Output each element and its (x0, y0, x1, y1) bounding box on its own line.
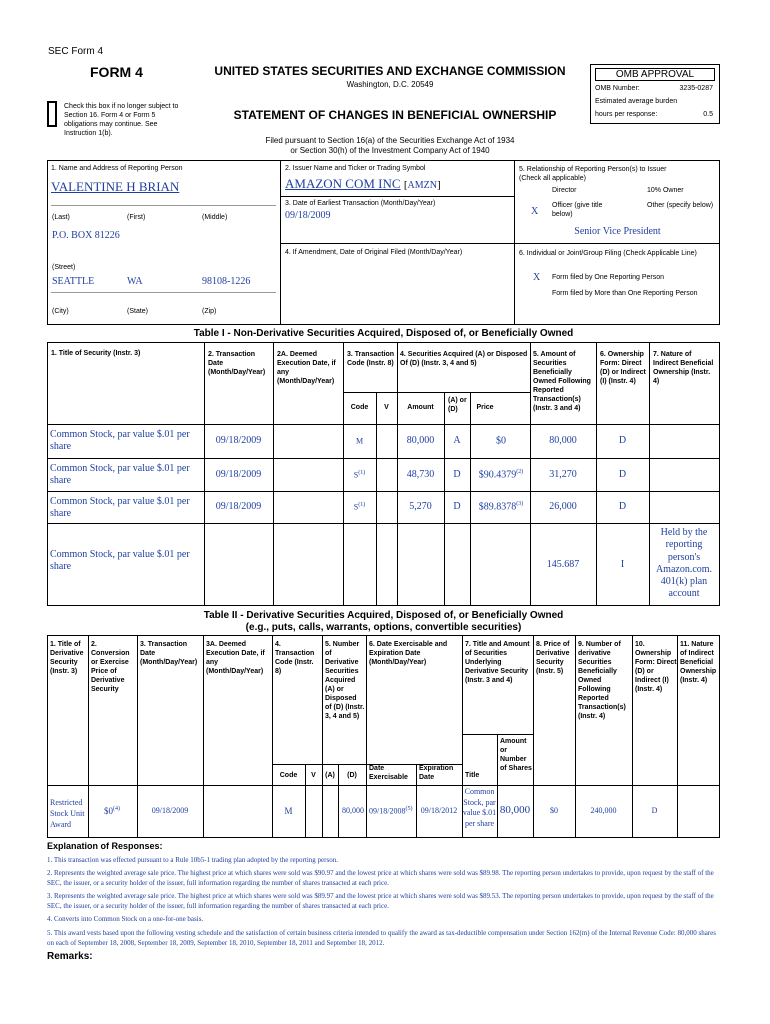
t1-h2a: 2A. Deemed Execution Date, if any (Month/Day/Year) (277, 351, 336, 385)
t2-h3: 3. Transaction Date (Month/Day/Year) (140, 641, 198, 666)
t2-v-header: V (311, 772, 316, 779)
reporting-person-name[interactable]: VALENTINE H BRIAN (51, 179, 180, 194)
zip-label: (Zip) (202, 308, 217, 315)
remarks-title: Remarks: (47, 951, 93, 962)
footnote-3: 3. Represents the weighted average sale price. The highest price at which shares were sold was $89.97 and the lowest price at which shares were sold was $89.53. The reporting person undertakes to provide, upon request by the staff of the SEC, the issuer, or a security holder of the issuer, full information regarding the number of shares transacted at each price. (47, 892, 714, 910)
t2-amount-header: Amount or Number of Shares (500, 738, 532, 772)
t1-row-date: 09/18/2009 (215, 468, 262, 480)
t1-h5: 5. Amount of Securities Beneficially Owned Following Reported Transaction(s) (Instr. 3 and 4) (533, 351, 591, 412)
t2-row-form: D (651, 806, 658, 815)
t1-row-code: $S^{(1)}$ (353, 469, 366, 480)
t1-h6: 6. Ownership Form: Direct (D) or Indirect (I) (Instr. 4) (600, 351, 646, 385)
t2-row-price: $0 (550, 806, 558, 815)
sec-form-label: SEC Form 4 (48, 46, 104, 57)
t2-row-date-ex: 09/18/2008$^{(5)}$ (369, 806, 413, 816)
t1-row-price: $0 (496, 435, 506, 447)
t1-row-title: Common Stock, par value $.01 per share (50, 549, 190, 572)
t1-v-header: V (384, 404, 389, 411)
t1-row-title: Common Stock, par value $.01 per share (50, 429, 190, 452)
state-label: (State) (127, 308, 149, 315)
form-title: FORM 4 (90, 64, 143, 80)
t2-d-header: (D) (347, 772, 357, 779)
t1-row-code: $S^{(1)}$ (353, 502, 366, 512)
omb-approval-box (590, 64, 720, 124)
other-label: Other (specify below) (647, 202, 714, 209)
first-label: (First) (127, 214, 146, 221)
t1-row-price: $89.8378$^{(3)}$ (478, 501, 524, 513)
city-label: (City) (52, 308, 69, 315)
t2-exp-header: Expiration Date (419, 765, 454, 781)
t2-date-ex-header: Date Exercisable (369, 765, 408, 781)
omb-hours-label: hours per response: (595, 111, 658, 118)
t1-row-amount: 5,270 (409, 501, 432, 512)
t1-row-amount: 48,730 (406, 468, 435, 480)
t1-row-owned: 145.687 (546, 559, 580, 570)
t1-row-form: I (620, 559, 625, 570)
t1-price-header: Price (476, 404, 494, 411)
t2-h4: 4. Transaction Code (Instr. 8) (275, 641, 315, 675)
t1-row-aord: D (453, 468, 461, 480)
statement-title: STATEMENT OF CHANGES IN BENEFICIAL OWNERSHIP (233, 108, 557, 122)
t1-row-title: Common Stock, par value $.01 per share (50, 463, 190, 486)
t2-title-header: Title (465, 772, 480, 779)
city-value: SEATTLE (52, 276, 95, 287)
officer-label: Officer (give title below) (552, 202, 603, 218)
amendment-label: 4. If Amendment, Date of Original Filed (Month/Day/Year) (285, 249, 463, 256)
t1-aord-header: (A) or (D) (448, 397, 467, 413)
filed-pursuant-2: or Section 30(h) of the Investment Company Act of 1940 (290, 146, 490, 155)
ten-percent-owner-label: 10% Owner (647, 187, 684, 194)
zip-value: 98108-1226 (202, 276, 251, 287)
location: Washington, D.C. 20549 (346, 80, 434, 89)
t2-row-title: Restricted Stock Unit Award (50, 798, 85, 829)
reporting-person-label: 1. Name and Address of Reporting Person (51, 165, 183, 172)
address-value: P.O. BOX 81226 (52, 230, 120, 241)
t1-row-owned: 80,000 (549, 435, 577, 446)
t2-row-underlying-amount: 80,000 (499, 804, 531, 816)
checkbox-text: Check this box if no longer subject to Section 16. Form 4 or Form 5 obligations may continue. See Instruction 1(b). (64, 103, 179, 137)
issuer-name[interactable]: AMAZON COM INC (285, 176, 401, 191)
earliest-date-label: 3. Date of Earliest Transaction (Month/Day/Year) (285, 200, 436, 207)
table2-subtitle: (e.g., puts, calls, warrants, options, convertible securities) (245, 622, 522, 633)
table1-title: Table I - Non-Derivative Securities Acquired, Disposed of, or Beneficially Owned (193, 328, 574, 339)
t2-h9: 9. Number of derivative Securities Beneficially Owned Following Reported Transaction(s) (Instr. 4) (578, 641, 626, 720)
t1-h7: 7. Nature of Indirect Beneficial Ownership (Instr. 4) (653, 351, 714, 385)
issuer-name-row: AMAZON COM INC [AMZN] (285, 176, 441, 191)
omb-title: OMB APPROVAL (595, 68, 715, 81)
t2-h5: 5. Number of Derivative Securities Acquired (A) or Disposed of (D) (Instr. 3, 4 and 5) (325, 641, 365, 720)
one-person-label: Form filed by One Reporting Person (552, 274, 665, 281)
t1-h2: 2. Transaction Date (Month/Day/Year) (208, 351, 266, 376)
t1-row-price: $90.4379$^{(2)}$ (478, 468, 524, 480)
no-longer-subject-checkbox[interactable] (47, 101, 57, 127)
filed-pursuant-1: Filed pursuant to Section 16(a) of the Securities Exchange Act of 1934 (265, 136, 515, 145)
t1-row-form: D (618, 435, 627, 446)
t1-row-aord: D (453, 501, 461, 512)
earliest-date: 09/18/2009 (285, 210, 331, 221)
t2-row-conv: $0$^{(4)}$ (104, 806, 120, 816)
one-person-check[interactable]: X (533, 272, 541, 283)
t2-code-header: Code (279, 772, 298, 779)
t2-row-underlying-title: Common Stock, par value $.01 per share (462, 787, 497, 828)
explanation-title: Explanation of Responses: (47, 841, 163, 851)
t1-row-date: 09/18/2009 (215, 435, 262, 446)
footnote-2: 2. Represents the weighted average sale price. The highest price at which shares were sold was $90.97 and the lowest price at which shares were sold was $89.98. The reporting person undertakes to provide, upon request by the staff of the SEC, the issuer, or a security holder of the issuer, full information regarding the number of shares transacted at each price. (47, 869, 714, 887)
omb-burden: Estimated average burden (595, 98, 678, 105)
omb-hours: 0.5 (703, 111, 713, 118)
t2-h3a: 3A. Deemed Execution Date, if any (Month/Day/Year) (206, 641, 265, 675)
t1-row-amount: 80,000 (406, 435, 435, 446)
t2-row-d: 80,000 (342, 806, 364, 815)
issuer-label: 2. Issuer Name and Ticker or Trading Symbol (285, 165, 426, 172)
more-person-label: Form filed by More than One Reporting Person (552, 290, 698, 297)
t2-h8: 8. Price of Derivative Security (Instr. 5) (536, 641, 570, 675)
t1-row-owned: 26,000 (549, 501, 577, 512)
t2-a-header: (A) (325, 772, 335, 779)
t1-h1: 1. Title of Security (Instr. 3) (51, 350, 141, 357)
filing-label: 6. Individual or Joint/Group Filing (Check Applicable Line) (519, 250, 697, 257)
footnote-4: 4. Converts into Common Stock on a one-for-one basis. (47, 915, 204, 923)
middle-label: (Middle) (202, 214, 228, 221)
last-label: (Last) (52, 214, 70, 221)
t2-row-exp: 09/18/2012 (420, 806, 458, 815)
officer-check[interactable]: X (531, 206, 539, 217)
relationship-label: 5. Relationship of Reporting Person(s) to Issuer (Check all applicable) (519, 166, 667, 182)
director-label: Director (552, 187, 577, 194)
table2-title: Table II - Derivative Securities Acquired, Disposed of, or Beneficially Owned (203, 610, 564, 621)
issuer-ticker: AMZN (407, 180, 437, 191)
commission-title: UNITED STATES SECURITIES AND EXCHANGE COMMISSION (214, 64, 566, 78)
t1-row-owned: 31,270 (549, 468, 577, 480)
t2-row-code: M (284, 806, 293, 816)
t1-amount-header: Amount (407, 404, 434, 411)
t2-row-owned: 240,000 (590, 806, 617, 815)
officer-title: Senior Vice President (574, 226, 661, 237)
omb-number-label: OMB Number: (595, 85, 640, 92)
t1-row-title: Common Stock, par value $.01 per share (50, 496, 190, 519)
t2-row-date: 09/18/2009 (151, 806, 189, 815)
footnote-1: 1. This transaction was effected pursuant to a Rule 10b5-1 trading plan adopted by the reporting person. (47, 856, 338, 864)
t1-row-form: D (618, 501, 627, 512)
state-value: WA (127, 276, 143, 287)
t2-h6: 6. Date Exercisable and Expiration Date (Month/Day/Year) (369, 641, 448, 666)
t1-row-nature: Held by the reporting person's Amazon.com. 401(k) plan account (655, 527, 713, 600)
t1-row-aord: A (453, 435, 461, 446)
footnote-5: 5. This award vests based upon the following vesting schedule and the satisfaction of certain business criteria intended to qualify the award as tax-deductible compensation under Section 162(m) of the Internal Revenue Code: 80,000 shares on each of September 18, 2008, September 18, 2009, September 18, 2010, September 18, 2011 and September 18, 2012. (47, 929, 716, 947)
omb-number: 3235-0287 (679, 85, 713, 92)
t2-h2: 2. Conversion or Exercise Price of Derivative Security (91, 641, 130, 693)
t2-h7: 7. Title and Amount of Securities Underlying Derivative Security (Instr. 3 and 4) (465, 641, 530, 684)
t1-h3: 3. Transaction Code (Instr. 8) (347, 351, 395, 367)
street-label: (Street) (52, 264, 76, 271)
t1-row-date: 09/18/2009 (215, 501, 262, 512)
t2-h11: 11. Nature of Indirect Beneficial Ownership (Instr. 4) (680, 641, 717, 684)
t1-row-code: M (355, 436, 364, 446)
t2-h1: 1. Title of Derivative Security (Instr. 3) (50, 641, 84, 675)
t1-h4: 4. Securities Acquired (A) or Disposed Of (D) (Instr. 3, 4 and 5) (400, 351, 528, 367)
t2-h10: 10. Ownership Form: Direct (D) or Indirect (I) (Instr. 4) (635, 641, 677, 693)
t1-code-header: Code (350, 404, 369, 411)
t1-row-form: D (618, 468, 627, 480)
